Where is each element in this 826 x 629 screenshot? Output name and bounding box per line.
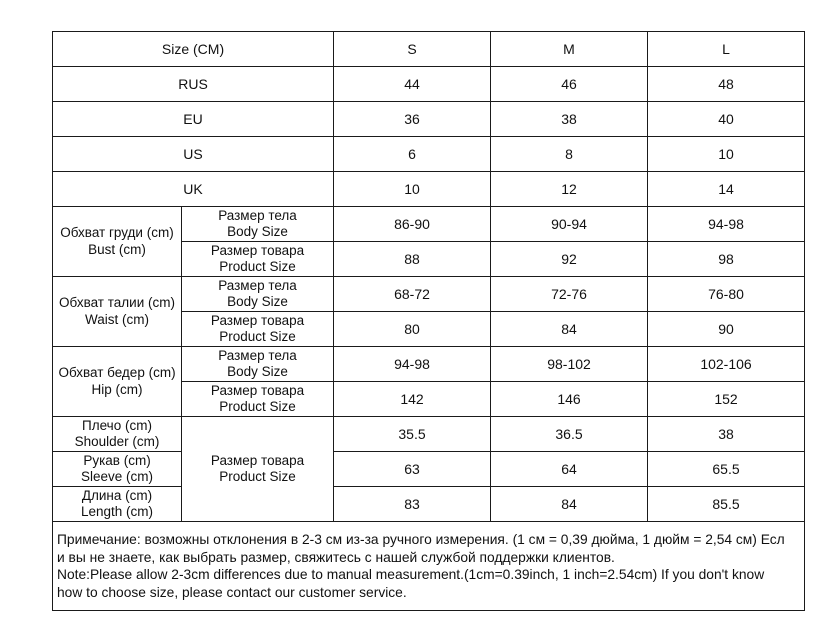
measurement-label-en: Length (cm) [80,504,154,519]
table-cell: 72-76 [491,277,648,312]
table-cell: 88 [334,242,491,277]
measurement-label [53,347,182,417]
table-cell: 38 [491,102,648,137]
note-line-4: how to choose size, please contact our customer service. [57,584,407,600]
size-s-header: S [334,32,491,67]
product-size-label-ru: Размер товара [210,242,305,258]
table-row [53,487,805,522]
measurement-label-ru: Обхват бедер (cm) [58,365,176,380]
table-cell: 64 [491,452,648,487]
table-cell: 46 [491,67,648,102]
table-cell: 146 [491,382,648,417]
product-size-label-ru: Размер товара [210,312,305,328]
measurement-label-ru: Плечо (cm) [82,417,152,433]
table-row [53,67,805,102]
standard-label: US [53,137,334,172]
table-cell: 83 [334,487,491,522]
table-row [53,207,805,242]
measurement-label-ru: Длина (cm) [81,487,153,503]
measurement-label-ru: Обхват талии (cm) [59,295,175,310]
body-size-label [182,347,334,382]
table-cell: 84 [491,312,648,347]
table-cell: 76-80 [648,277,805,312]
measurement-label [53,207,182,277]
table-cell: 6 [334,137,491,172]
table-cell: 142 [334,382,491,417]
table-cell: 8 [491,137,648,172]
product-size-label-ru: Размер товара [210,382,305,398]
body-size-label-en: Body Size [227,294,288,309]
table-row [53,347,805,382]
table-cell: 84 [491,487,648,522]
body-size-label [182,277,334,312]
table-cell: 85.5 [648,487,805,522]
table-cell: 38 [648,417,805,452]
body-size-label-ru: Размер тела [218,347,297,363]
product-size-label-en: Product Size [219,329,296,344]
body-size-label-ru: Размер тела [218,207,297,223]
measurement-label [53,277,182,347]
table-cell: 98 [648,242,805,277]
measurement-label-en: Sleeve (cm) [80,469,153,484]
product-size-label-en: Product Size [219,399,296,414]
measurement-label-en: Bust (cm) [88,241,146,257]
table-cell: 36.5 [491,417,648,452]
body-size-label [182,207,334,242]
size-cm-header: Size (CM) [53,32,334,67]
table-cell: 12 [491,172,648,207]
measurement-label-ru: Обхват груди (cm) [60,225,174,240]
table-row [53,417,805,452]
table-cell: 94-98 [334,347,491,382]
table-row [53,172,805,207]
product-size-label [182,382,334,417]
size-m-header: M [491,32,648,67]
table-cell: 10 [648,137,805,172]
standard-label: RUS [53,67,334,102]
table-cell: 14 [648,172,805,207]
table-cell: 86-90 [334,207,491,242]
table-cell: 152 [648,382,805,417]
table-row [53,452,805,487]
size-chart-table [52,31,805,611]
product-size-label [182,312,334,347]
measurement-label-en: Hip (cm) [91,381,143,397]
measurement-label-ru: Рукав (cm) [83,452,151,468]
measurement-label [53,452,182,487]
table-cell: 102-106 [648,347,805,382]
table-cell: 10 [334,172,491,207]
table-cell: 65.5 [648,452,805,487]
table-row [53,277,805,312]
header-row [53,32,805,67]
table-cell: 63 [334,452,491,487]
table-cell: 44 [334,67,491,102]
table-cell: 40 [648,102,805,137]
table-cell: 90 [648,312,805,347]
note-cell [53,522,805,611]
size-l-header: L [648,32,805,67]
body-size-label-en: Body Size [227,224,288,239]
measurement-label [53,417,182,452]
table-cell: 36 [334,102,491,137]
table-row [53,137,805,172]
body-size-label-en: Body Size [227,364,288,379]
table-cell: 68-72 [334,277,491,312]
note-row [53,522,805,611]
standard-label: EU [53,102,334,137]
table-cell: 90-94 [491,207,648,242]
table-cell: 92 [491,242,648,277]
measurement-label-en: Waist (cm) [85,311,149,327]
note-line-2: и вы не знаете, как выбрать размер, свяжитесь с нашей службой поддержки клиентов. [57,549,615,565]
table-cell: 80 [334,312,491,347]
product-size-label-en: Product Size [219,259,296,274]
body-size-label-ru: Размер тела [218,277,297,293]
standard-label: UK [53,172,334,207]
measurement-label [53,487,182,522]
product-size-label [182,242,334,277]
table-cell: 48 [648,67,805,102]
table-cell: 98-102 [491,347,648,382]
product-size-label-ru: Размер товара [210,452,305,468]
table-cell: 35.5 [334,417,491,452]
note-line-3: Note:Please allow 2-3cm differences due to manual measurement.(1cm=0.39inch, 1 inch=2.54cm) If you don't know [57,567,765,582]
product-size-label-en: Product Size [219,469,296,484]
table-row [53,102,805,137]
measurement-label-en: Shoulder (cm) [74,434,160,449]
table-cell: 94-98 [648,207,805,242]
product-size-label [182,417,334,522]
note-line-1: Примечание: возможны отклонения в 2-3 см из-за ручного измерения. (1 см = 0,39 дюйма, 1 дюйм = 2,54 см) Есл [57,532,785,547]
